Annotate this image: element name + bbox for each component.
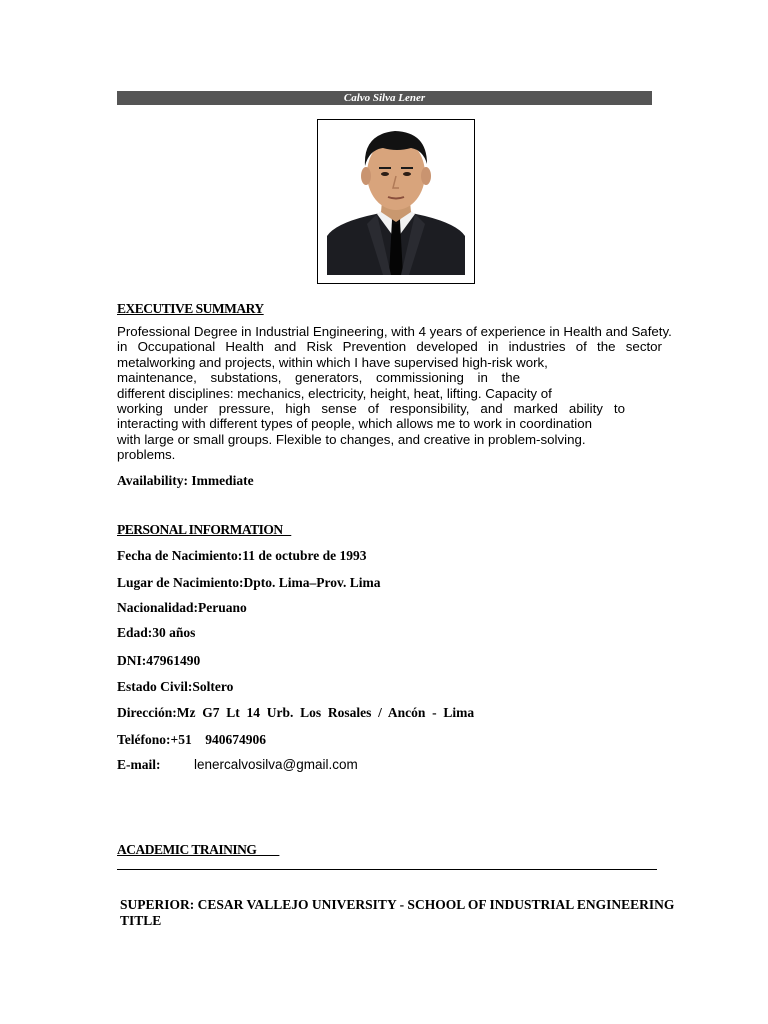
name-banner: Calvo Silva Lener bbox=[117, 91, 652, 105]
email-link[interactable]: lenercalvosilva@gmail.com bbox=[194, 757, 358, 772]
section-divider bbox=[117, 869, 657, 870]
superior-line-1: SUPERIOR: CESAR VALLEJO UNIVERSITY - SCHOOL OF INDUSTRIAL ENGINEERING bbox=[120, 897, 675, 912]
summary-line: interacting with different types of people, which allows me to work in coordination bbox=[117, 416, 593, 432]
summary-line: maintenance, substations, generators, commissioning in the bbox=[117, 370, 520, 386]
personal-information-heading: PERSONAL INFORMATION bbox=[117, 522, 292, 537]
portrait-image bbox=[327, 128, 465, 275]
dni: DNI:47961490 bbox=[117, 653, 201, 668]
birth-place: Lugar de Nacimiento:Dpto. Lima–Prov. Lima bbox=[117, 575, 381, 590]
academic-training-heading: ACADEMIC TRAINING bbox=[117, 842, 280, 857]
summary-line: Professional Degree in Industrial Engineering, with 4 years of experience in Health and Safety. bbox=[117, 324, 672, 339]
civil-status: Estado Civil:Soltero bbox=[117, 679, 234, 694]
birth-date: Fecha de Nacimiento:11 de octubre de 1993 bbox=[117, 548, 367, 563]
summary-line: metalworking and projects, within which I have supervised high-risk work, bbox=[117, 354, 548, 370]
summary-line: with large or small groups. Flexible to changes, and creative in problem-solving. bbox=[117, 431, 586, 447]
summary-paragraph bbox=[117, 324, 672, 463]
superior-line-2: TITLE bbox=[120, 913, 162, 928]
phone: Teléfono:+51 940674906 bbox=[117, 732, 266, 747]
availability: Availability: Immediate bbox=[117, 473, 254, 488]
summary-line: working under pressure, high sense of responsibility, and marked ability to bbox=[117, 401, 625, 417]
email-label: E-mail: bbox=[117, 757, 161, 772]
summary-line: in Occupational Health and Risk Prevention developed in industries of the sector bbox=[117, 339, 662, 355]
address: Dirección:Mz G7 Lt 14 Urb. Los Rosales / Ancón - Lima bbox=[117, 705, 475, 720]
executive-summary-heading: EXECUTIVE SUMMARY bbox=[117, 301, 264, 316]
superior-education bbox=[120, 897, 700, 929]
summary-line: different disciplines: mechanics, electricity, height, heat, lifting. Capacity of bbox=[117, 385, 552, 401]
nationality: Nacionalidad:Peruano bbox=[117, 600, 247, 615]
age: Edad:30 años bbox=[117, 625, 196, 640]
summary-line: problems. bbox=[117, 447, 176, 463]
profile-photo bbox=[317, 119, 475, 284]
